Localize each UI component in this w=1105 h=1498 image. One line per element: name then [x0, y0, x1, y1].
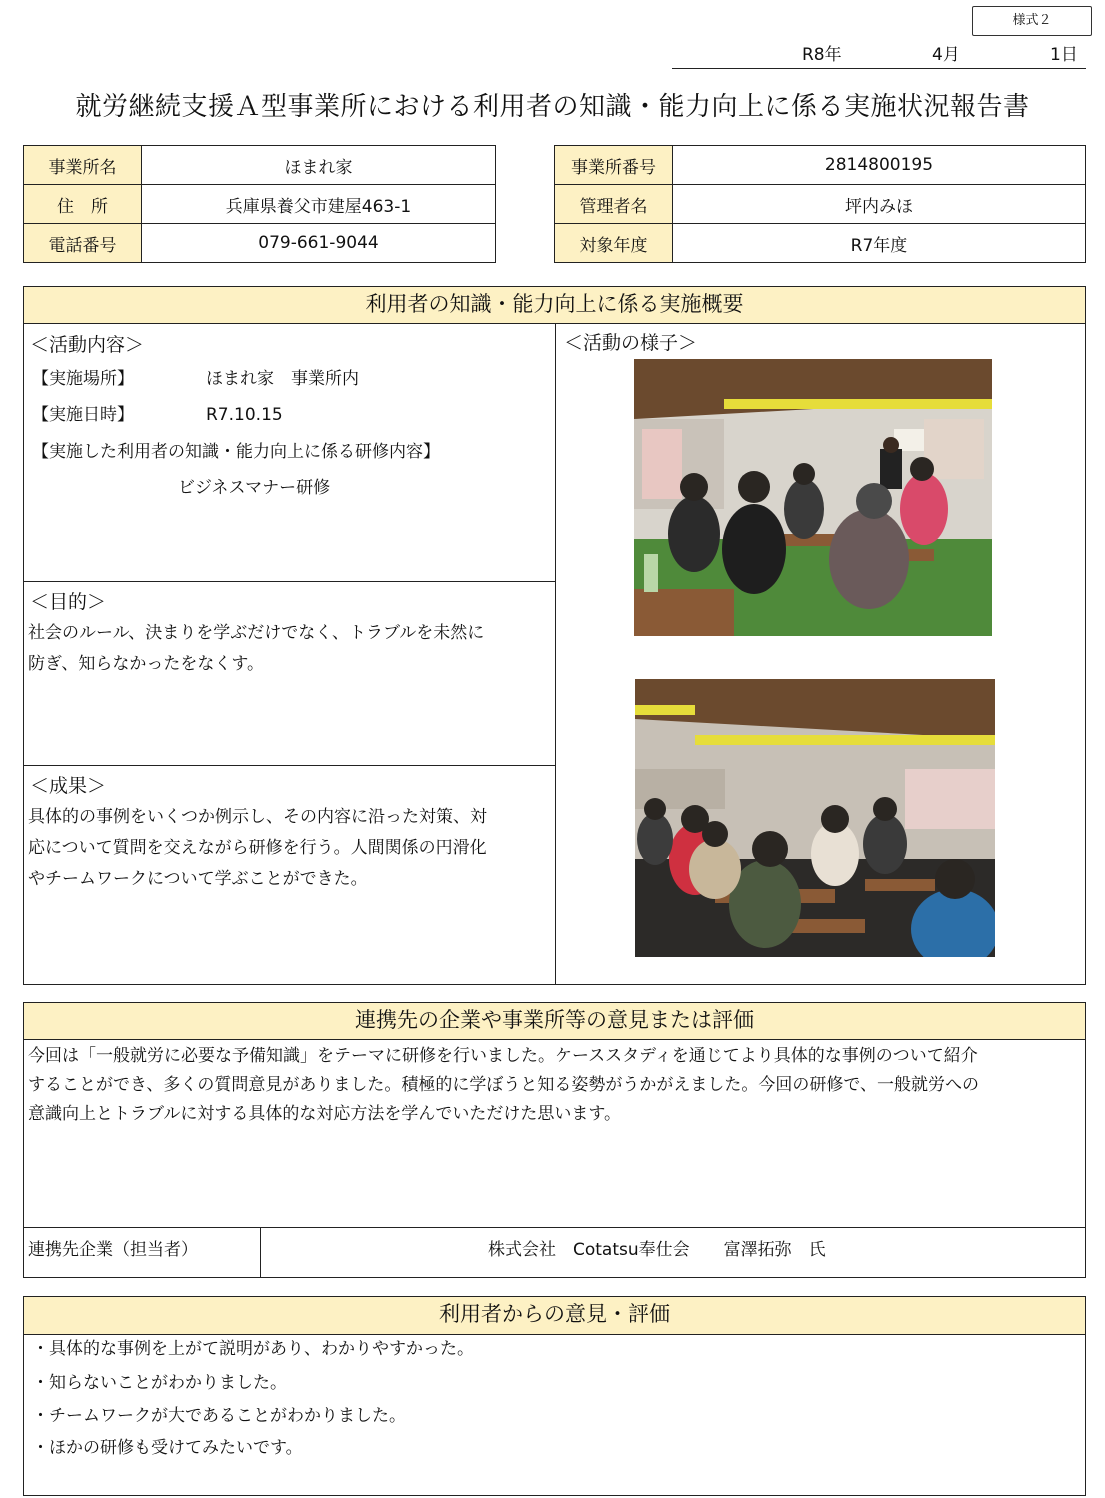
- partner-heading: 連携先の企業や事業所等の意見または評価: [24, 1003, 1085, 1040]
- results-title: ＜成果＞: [30, 775, 107, 797]
- phone-value: 079-661-9044: [142, 224, 496, 263]
- fiscal-year-value: R7年度: [673, 224, 1086, 263]
- facility-info-table-right: [554, 145, 1086, 263]
- row-divider: [24, 581, 556, 582]
- training-value: ビジネスマナー研修: [178, 478, 331, 498]
- photos-title: ＜活動の様子＞: [564, 332, 698, 354]
- address-value: 兵庫県養父市建屋463-1: [142, 185, 496, 224]
- fiscal-year-label: 対象年度: [555, 224, 673, 263]
- phone-label: 電話番号: [24, 224, 142, 263]
- user-feedback-item: ・具体的な事例を上がて説明があり、わかりやすかった。: [32, 1339, 474, 1359]
- user-feedback-item: ・チームワークが大であることがわかりました。: [32, 1406, 406, 1426]
- activity-title: ＜活動内容＞: [30, 334, 145, 356]
- row-divider: [24, 765, 556, 766]
- activity-photo-2: [635, 679, 995, 957]
- partner-comment-line: 今回は「一般就労に必要な予備知識」をテーマに研修を行いました。ケーススタディを通じてより具体的な事例のついて紹介: [28, 1046, 978, 1066]
- user-feedback-item: ・知らないことがわかりました。: [32, 1373, 287, 1393]
- date-year: R8年: [802, 45, 842, 65]
- facility-number-value: 2814800195: [673, 146, 1086, 185]
- overview-section: [23, 286, 1086, 985]
- results-line: やチームワークについて学ぶことができた。: [28, 869, 368, 889]
- date-month: 4月: [932, 45, 960, 65]
- overview-heading: 利用者の知識・能力向上に係る実施概要: [24, 287, 1085, 324]
- info-row: [555, 224, 1086, 263]
- manager-label: 管理者名: [555, 185, 673, 224]
- partner-section: [23, 1002, 1086, 1278]
- date-value: R7.10.15: [206, 405, 283, 425]
- info-row: [24, 146, 496, 185]
- info-row: [555, 185, 1086, 224]
- place-value: ほまれ家 事業所内: [206, 369, 359, 389]
- partner-comment-line: 意識向上とトラブルに対する具体的な対応方法を学んでいただけた思います。: [28, 1104, 621, 1124]
- user-feedback-item: ・ほかの研修も受けてみたいです。: [32, 1438, 303, 1458]
- user-feedback-section: [23, 1296, 1086, 1496]
- results-line: 具体的の事例をいくつか例示し、その内容に沿った対策、対: [28, 807, 487, 827]
- purpose-line: 防ぎ、知らなかったをなくす。: [28, 654, 264, 674]
- facility-name-label: 事業所名: [24, 146, 142, 185]
- facility-name-value: ほまれ家: [142, 146, 496, 185]
- page-title: 就労継続支援Ａ型事業所における利用者の知識・能力向上に係る実施状況報告書: [75, 92, 1030, 122]
- partner-company-value: 株式会社 Cotatsu奉仕会 富澤拓弥 氏: [488, 1240, 826, 1260]
- activity-photo-1: [634, 359, 992, 636]
- column-divider: [260, 1227, 261, 1277]
- manager-value: 坪内みほ: [673, 185, 1086, 224]
- partner-company-label: 連携先企業（担当者）: [28, 1240, 198, 1260]
- classroom-photo-image: [634, 359, 992, 636]
- purpose-title: ＜目的＞: [30, 591, 107, 613]
- classroom-photo-image: [635, 679, 995, 957]
- column-divider: [555, 324, 556, 984]
- partner-comment-line: することができ、多くの質問意見がありました。積極的に学ぼうと知る姿勢がうかがえました。今回の研修で、一般就労への: [28, 1075, 979, 1095]
- info-row: [555, 146, 1086, 185]
- results-line: 応について質問を交えながら研修を行う。人間関係の円滑化: [28, 838, 487, 858]
- date-day: 1日: [1050, 45, 1078, 65]
- row-divider: [24, 1227, 1085, 1228]
- place-label: 【実施場所】: [32, 369, 134, 389]
- info-row: [24, 224, 496, 263]
- training-label: 【実施した利用者の知識・能力向上に係る研修内容】: [32, 442, 440, 462]
- info-row: [24, 185, 496, 224]
- facility-info-table-left: [23, 145, 496, 263]
- facility-number-label: 事業所番号: [555, 146, 673, 185]
- date-label: 【実施日時】: [32, 405, 134, 425]
- address-label: 住 所: [24, 185, 142, 224]
- user-feedback-heading: 利用者からの意見・評価: [24, 1297, 1085, 1335]
- form-number-badge: 様式２: [972, 6, 1092, 36]
- purpose-line: 社会のルール、決まりを学ぶだけでなく、トラブルを未然に: [28, 623, 485, 643]
- date-underline: [672, 68, 1086, 69]
